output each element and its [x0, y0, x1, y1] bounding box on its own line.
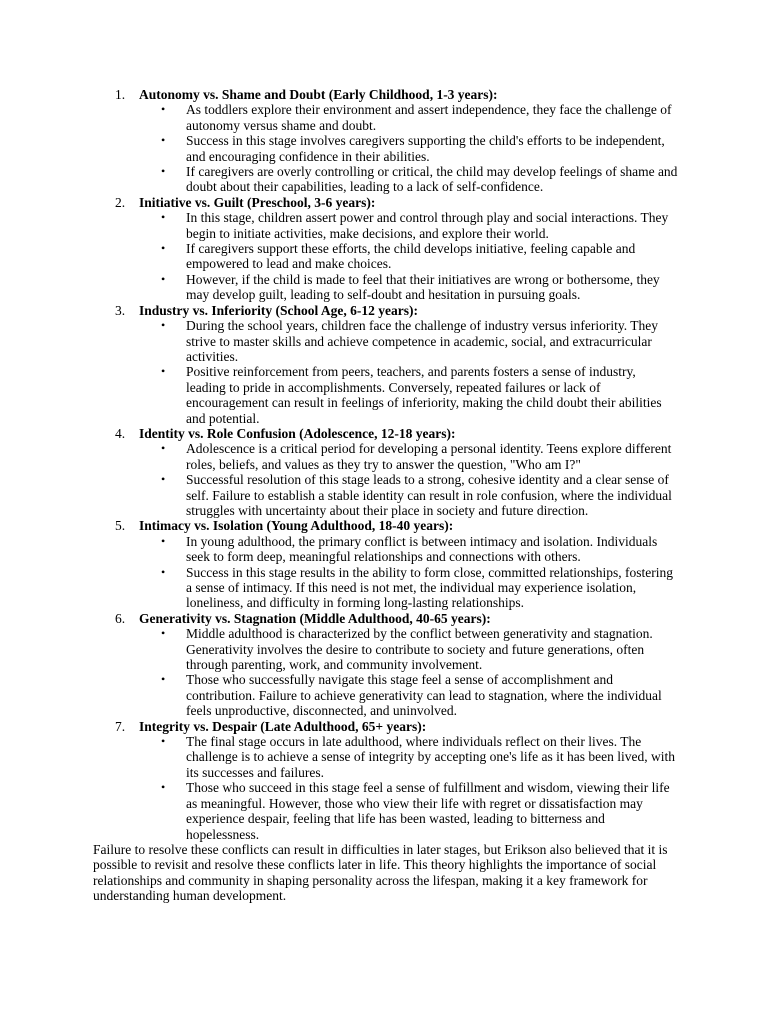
bullet-icon: • [161, 102, 166, 117]
stage-points-list [139, 626, 678, 718]
stage-heading: Generativity vs. Stagnation (Middle Adulthood, 40-65 years): [139, 610, 491, 626]
stage-item [93, 195, 678, 303]
bullet-text: Successful resolution of this stage leads to a strong, cohesive identity and a clear sense of self. Failure to establish a stable identity can result in role confusion, where the individual struggles with uncertainty about their place in society and future direction. [186, 472, 672, 518]
bullet-text: During the school years, children face the challenge of industry versus inferiority. They strive to master skills and achieve competence in academic, social, and extracurricular activities. [186, 318, 658, 364]
stage-number: 3. [115, 302, 126, 318]
bullet-icon: • [161, 133, 166, 148]
document-page [93, 87, 678, 904]
stage-heading: Integrity vs. Despair (Late Adulthood, 65+ years): [139, 718, 427, 734]
bullet-point [139, 534, 678, 565]
stage-number: 4. [115, 425, 126, 441]
bullet-icon: • [161, 271, 166, 286]
bullet-text: If caregivers are overly controlling or critical, the child may develop feelings of shame and doubt about their capabilities, leading to a lack of self-confidence. [186, 164, 678, 195]
bullet-point [139, 102, 678, 133]
stage-item [93, 303, 678, 426]
bullet-icon: • [161, 533, 166, 548]
stage-item [93, 611, 678, 719]
stage-number: 7. [115, 718, 126, 734]
bullet-icon: • [161, 780, 166, 795]
stage-heading: Autonomy vs. Shame and Doubt (Early Childhood, 1-3 years): [139, 87, 498, 102]
bullet-point [139, 441, 678, 472]
stage-number: 1. [115, 87, 126, 102]
stage-points-list [139, 534, 678, 611]
stage-heading: Initiative vs. Guilt (Preschool, 3-6 years): [139, 194, 376, 210]
stage-item [93, 87, 678, 195]
stage-heading: Intimacy vs. Isolation (Young Adulthood, 18-40 years): [139, 518, 454, 534]
bullet-point [139, 565, 678, 611]
bullet-icon: • [161, 672, 166, 687]
bullet-icon: • [161, 564, 166, 579]
bullet-point [139, 672, 678, 718]
stage-points-list [139, 318, 678, 426]
stage-number: 2. [115, 194, 126, 210]
bullet-icon: • [161, 318, 166, 333]
bullet-icon: • [161, 241, 166, 256]
bullet-text: As toddlers explore their environment and assert independence, they face the challenge of autonomy versus shame and doubt. [186, 102, 672, 133]
stage-number: 6. [115, 610, 126, 626]
bullet-point [139, 164, 678, 195]
bullet-icon: • [161, 364, 166, 379]
bullet-text: Those who succeed in this stage feel a sense of fulfillment and wisdom, viewing their life as meaningful. However, those who view their life with regret or dissatisfaction may experience despair, feeling that life has been wasted, leading to bitterness and hopelessness. [186, 780, 670, 842]
stages-list [93, 87, 678, 842]
bullet-text: Success in this stage results in the ability to form close, committed relationships, fostering a sense of intimacy. If this need is not met, the individual may experience isolation, loneliness, and difficulty in forming long-lasting relationships. [186, 564, 674, 611]
bullet-icon: • [161, 472, 166, 487]
bullet-text: Adolescence is a critical period for developing a personal identity. Teens explore different roles, beliefs, and values as they try to answer the question, "Who am I?" [186, 441, 672, 472]
bullet-point [139, 364, 678, 426]
bullet-icon: • [161, 210, 166, 225]
stage-item [93, 426, 678, 518]
stage-heading: Identity vs. Role Confusion (Adolescence, 12-18 years): [139, 425, 456, 441]
bullet-icon: • [161, 441, 166, 456]
bullet-text: However, if the child is made to feel that their initiatives are wrong or bothersome, they may develop guilt, leading to self-doubt and hesitation in pursuing goals. [186, 271, 660, 303]
bullet-point [139, 472, 678, 518]
bullet-text: In young adulthood, the primary conflict is between intimacy and isolation. Individuals seek to form deep, meaningful relationships and connections with others. [186, 533, 658, 565]
bullet-text: If caregivers support these efforts, the child develops initiative, feeling capable and empowered to lead and make choices. [186, 241, 636, 272]
bullet-icon: • [161, 626, 166, 641]
stage-item [93, 518, 678, 610]
bullet-point [139, 133, 678, 164]
bullet-point [139, 210, 678, 241]
bullet-text: The final stage occurs in late adulthood, where individuals reflect on their lives. The challenge is to achieve a sense of integrity by accepting one's life as it has been lived, with its successes and failures. [186, 734, 676, 780]
bullet-text: Middle adulthood is characterized by the conflict between generativity and stagnation. Generativity involves the desire to contribute to society and future generations, often through parenting, work, and community involvement. [186, 626, 653, 673]
bullet-point [139, 626, 678, 672]
bullet-point [139, 241, 678, 272]
stage-item [93, 719, 678, 842]
stage-number: 5. [115, 518, 126, 534]
bullet-text: Success in this stage involves caregivers supporting the child's efforts to be independent, and encouraging confidence in their abilities. [186, 133, 665, 164]
bullet-icon: • [161, 734, 166, 749]
bullet-text: Positive reinforcement from peers, teachers, and parents fosters a sense of industry, leading to pride in accomplishments. Conversely, repeated failures or lack of encouragement can result in feelings of inferiority, making the child doubt their abilities and potential. [186, 364, 662, 426]
bullet-point [139, 734, 678, 780]
bullet-point [139, 318, 678, 364]
bullet-point [139, 272, 678, 303]
bullet-text: In this stage, children assert power and control through play and social interactions. They begin to initiate activities, make decisions, and explore their world. [186, 210, 669, 241]
stage-points-list [139, 102, 678, 194]
stage-heading: Industry vs. Inferiority (School Age, 6-12 years): [139, 302, 418, 318]
conclusion-paragraph: Failure to resolve these conflicts can result in difficulties in later stages, but Erikson also believed that it is possible to revisit and resolve these conflicts later in life. This theory highlights the importance of social relationships and community in shaping personality across the lifespan, making it a key framework for understanding human development. [93, 841, 668, 904]
bullet-icon: • [161, 164, 166, 179]
stage-points-list [139, 734, 678, 842]
bullet-point [139, 780, 678, 842]
stage-points-list [139, 441, 678, 518]
bullet-text: Those who successfully navigate this stage feel a sense of accomplishment and contribution. Failure to achieve generativity can lead to stagnation, where the individual feels unproductive, disconnected, and uninvolved. [186, 672, 662, 719]
stage-points-list [139, 210, 678, 302]
